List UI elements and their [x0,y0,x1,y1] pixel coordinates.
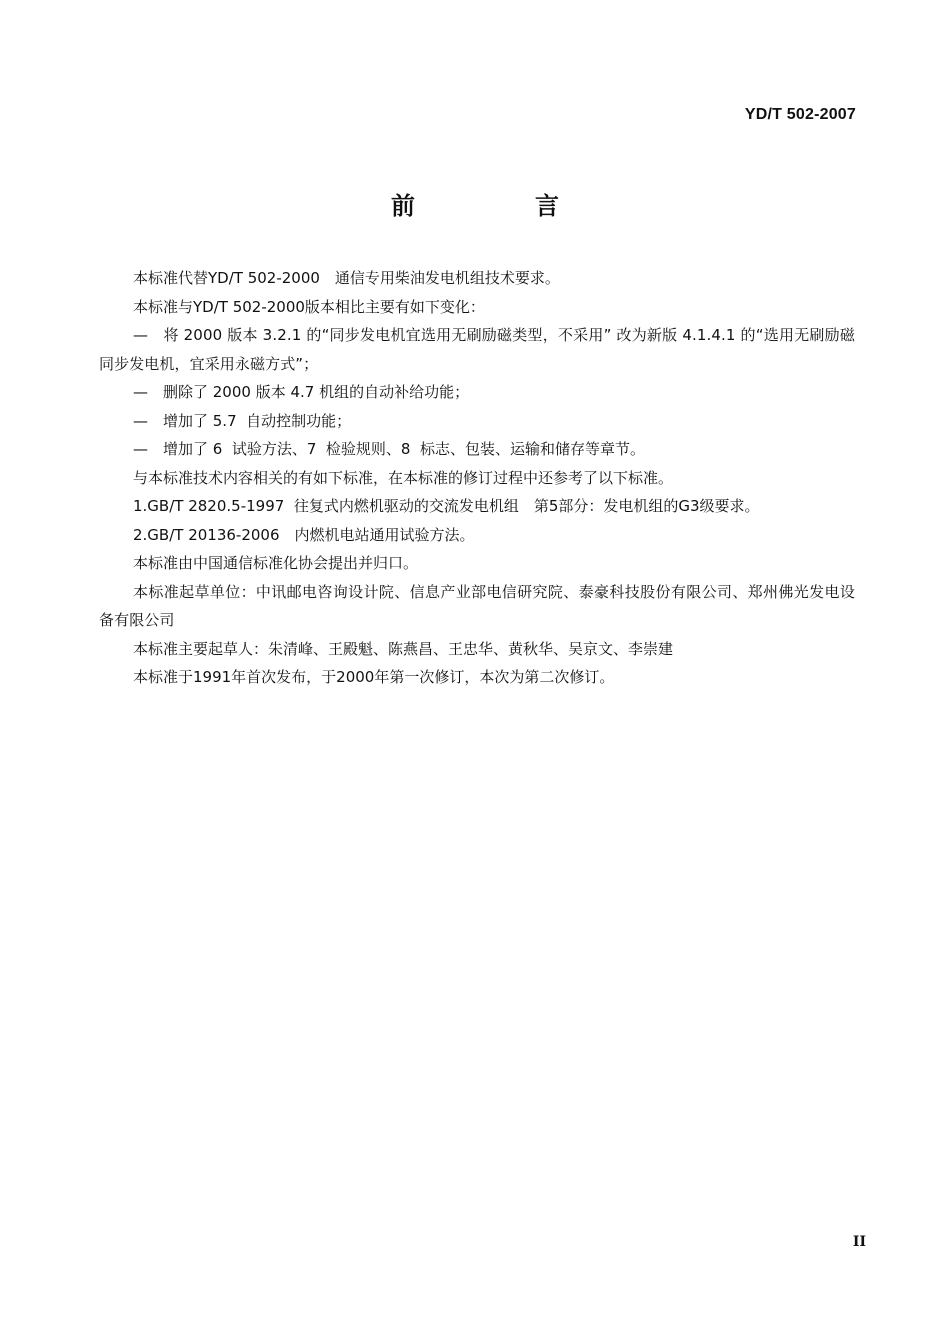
reference-standard-1: 1.GB/T 2820.5-1997 往复式内燃机驱动的交流发电机组 第5部分：发电机组的G3级要求。 [133,497,760,515]
reference-standard-2: 2.GB/T 20136-2006 内燃机电站通用试验方法。 [133,525,475,544]
list-item-change-3: — 增加了 5.7 自动控制功能； [133,411,352,430]
preface-body [99,264,855,692]
paragraph-drafting-units: 本标准起草单位：中讯邮电咨询设计院、信息产业部电信研究院、泰豪科技股份有限公司、郑州佛光发电设备有限公司 [99,582,855,629]
paragraph-changes-intro: 本标准与YD/T 502-2000版本相比主要有如下变化： [133,297,485,316]
list-item-change-1: — 将 2000 版本 3.2.1 的“同步发电机宜选用无刷励磁类型，不采用” 改为新版 4.1.4.1 的“选用无刷励磁同步发电机，宜采用永磁方式”； [99,326,855,373]
paragraph-drafters: 本标准主要起草人：朱清峰、王殿魁、陈燕昌、王忠华、黄秋华、吴京文、李崇建 [133,639,674,658]
list-item-change-2: — 删除了 2000 版本 4.7 机组的自动补给功能； [133,383,470,401]
paragraph-publication-history: 本标准于1991年首次发布，于2000年第一次修订，本次为第二次修订。 [133,668,615,686]
page-title: 前 言 [391,192,607,220]
list-item-change-4: — 增加了 6 试验方法、7 检验规则、8 标志、包装、运输和储存等章节。 [133,440,646,458]
paragraph-proposed-by: 本标准由中国通信标准化协会提出并归口。 [133,554,419,572]
paragraph-related-standards: 与本标准技术内容相关的有如下标准，在本标准的修订过程中还参考了以下标准。 [133,468,674,487]
page-number: II [852,1234,866,1250]
standard-code: YD/T 502-2007 [744,106,856,123]
paragraph-replaces: 本标准代替YD/T 502-2000 通信专用柴油发电机组技术要求。 [133,269,560,287]
